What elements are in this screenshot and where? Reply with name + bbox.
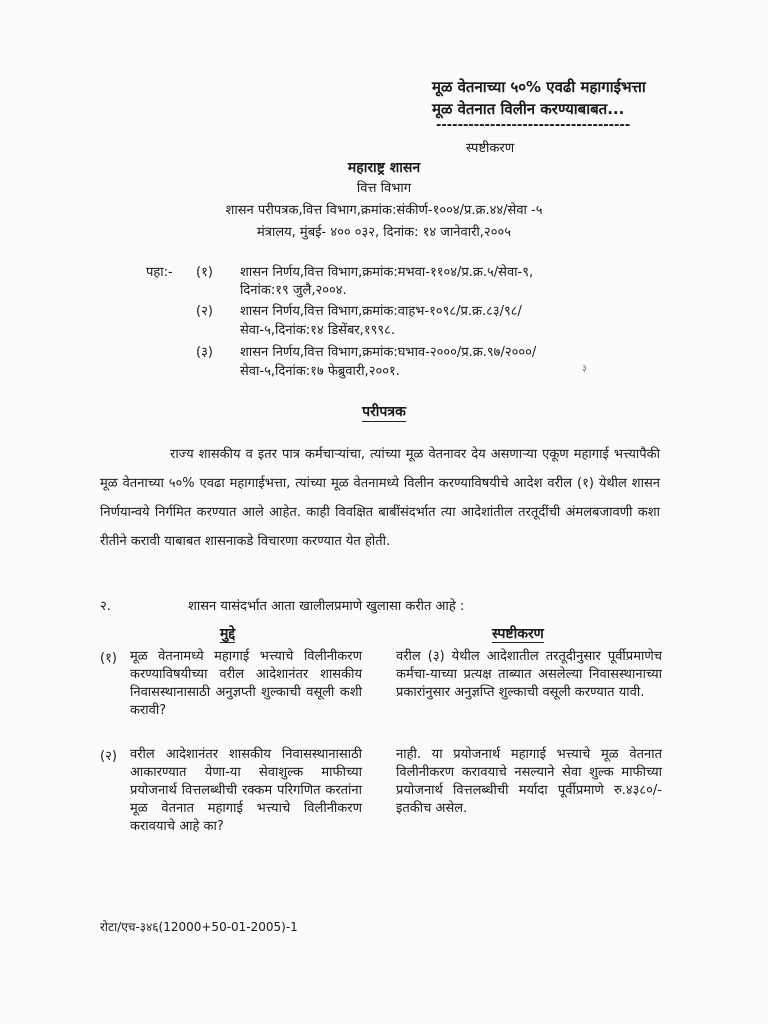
print-footer: रोटा/एच-३४६(12000+50-01-2005)-1 xyxy=(100,920,298,934)
paragraph-2-text: शासन यासंदर्भात आता खालीलप्रमाणे खुलासा करीत आहे : xyxy=(188,599,465,614)
explanation-header xyxy=(492,624,544,643)
reference-number: (१) xyxy=(196,265,213,280)
subject-line-1: मूळ वेतनाच्या ५०% एवढी महागाईभत्ता xyxy=(432,78,646,96)
reference-number: (३) xyxy=(196,345,213,360)
issue-number: (२) xyxy=(100,749,117,764)
place-date: मंत्रालय, मुंबई- ४०० ०३२, दिनांक: १४ जानेवारी,२००५ xyxy=(257,225,511,240)
circular-title-text: परीपत्रक xyxy=(362,404,406,420)
references-label: पहा:- xyxy=(146,265,173,280)
reference-line: सेवा-५,दिनांक:१७ फेब्रुवारी,२००१. xyxy=(240,364,400,379)
explanation-text: वरील (३) येथील आदेशातील तरतूदीनुसार पूर्वीप्रमाणेच कर्मचा-याच्या प्रत्यक्ष ताब्यात असलेल्या निवासस्थानाच्या प्रकारांनुसार अनुज्ञप्ति शुल्काची वसूली करण्यात यावी. xyxy=(396,649,662,700)
margin-mark: ३ xyxy=(582,364,587,374)
department-heading: वित्त विभाग xyxy=(356,181,412,196)
reference-line: शासन निर्णय,वित्त विभाग,क्रमांक:वाहभ-१०९८/प्र.क्र.८३/९८/ xyxy=(240,304,522,319)
clarification-label: स्पष्टीकरण xyxy=(466,141,515,156)
issue-number: (१) xyxy=(100,651,117,666)
circular-title xyxy=(0,402,768,421)
reference-number: (२) xyxy=(196,304,213,319)
circular-number: शासन परीपत्रक,वित्त विभाग,क्रमांक:संकीर्ण-१००४/प्र.क्र.४४/सेवा -५ xyxy=(225,203,543,218)
government-heading: महाराष्ट्र शासन xyxy=(347,160,421,176)
reference-line: शासन निर्णय,वित्त विभाग,क्रमांक:घभाव-२०००/प्र.क्र.९७/२०००/ xyxy=(240,345,537,360)
issues-header-text: मुद्दे xyxy=(220,626,236,642)
issues-header xyxy=(220,624,235,643)
subject-divider: ------------------------------------ xyxy=(436,118,631,133)
issue-text: मूळ वेतनामध्ये महागाई भत्त्याचे विलीनीकरण करण्याविषयीच्या वरील आदेशानंतर शासकीय निवासस्थानासाठी अनुज्ञप्ती शुल्काची वसूली कशी करावी? xyxy=(130,649,362,718)
subject-line-2: मूळ वेतनात विलीन करण्याबाबत... xyxy=(432,100,625,118)
paragraph-2-number: २. xyxy=(100,599,111,614)
explanation-text: नाही. या प्रयोजनार्थ महागाई भत्त्याचे मूळ वेतनात विलीनीकरण करावयाचे नसल्याने सेवा शुल्क माफीच्या प्रयोजनार्थ वित्तलब्धीची मर्यादा पूर्वीप्रमाणे रु.४३८०/- इतकीच असेल. xyxy=(396,747,662,816)
explanation-header-text: स्पष्टीकरण xyxy=(492,626,544,642)
reference-line: शासन निर्णय,वित्त विभाग,क्रमांक:मभवा-११०४/प्र.क्र.५/सेवा-९, xyxy=(240,265,534,280)
subject-block xyxy=(432,76,646,120)
issue-text: वरील आदेशानंतर शासकीय निवासस्थानासाठी आकारण्यात येणा-या सेवाशुल्क माफीच्या प्रयोजनार्थ वित्तलब्धीची रक्कम परिगणित करतांना मूळ वेतनात महागाई भत्त्याचे विलीनीकरण करावयाचे आहे का? xyxy=(130,747,362,834)
paragraph-1-text: राज्य शासकीय व इतर पात्र कर्मचाऱ्यांचा, त्यांच्या मूळ वेतनावर देय असणाऱ्या एकूण महागाई भत्त्यापैकी मूळ वेतनाच्या ५०% एवढा महागाईभत्ता, त्यांच्या मूळ वेतनामध्ये विलीन करण्याविषयीचे आदेश वरील (१) येथील शासन निर्णयान्वये निर्गमित करण्यात आले आहेत. काही विवक्षित बाबींसंदर्भात त्या आदेशांतील तरतूदींची अंमलबजावणी कशा रीतीने करावी याबाबत शासनाकडे विचारणा करण्यात येत होती. xyxy=(100,447,660,549)
reference-line: दिनांक:१९ जुलै,२००४. xyxy=(240,283,347,298)
paragraph-1 xyxy=(100,440,660,556)
reference-line: सेवा-५,दिनांक:१४ डिसेंबर,१९९८. xyxy=(240,323,395,338)
